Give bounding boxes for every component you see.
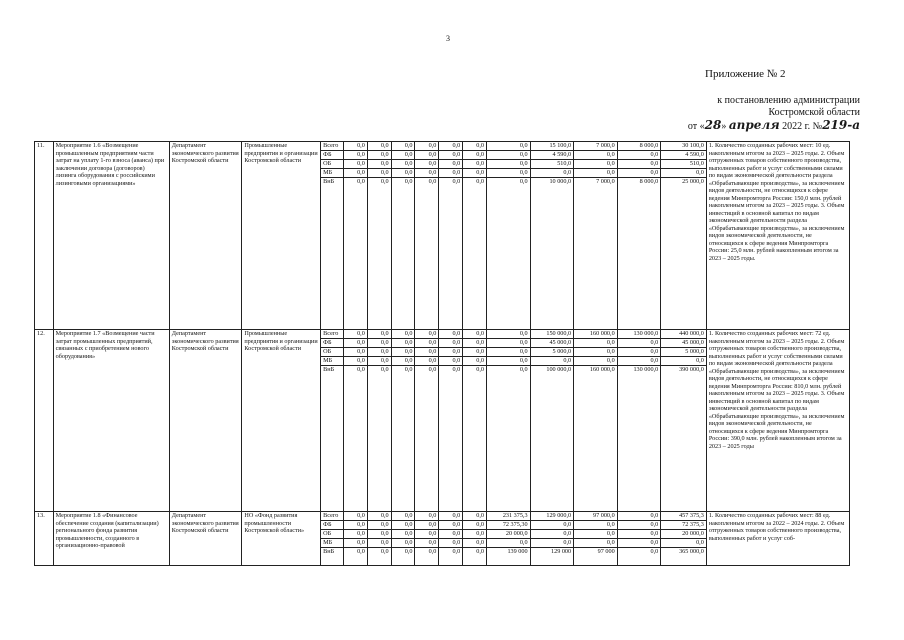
funding-amount: 130 000,0 [617,366,661,512]
funding-amount: 0,0 [661,357,707,366]
funding-amount: 0,0 [391,151,415,160]
funding-amount: 4 590,0 [530,151,574,160]
funding-amount: 0,0 [415,151,439,160]
funding-source: Всего [321,142,344,151]
funding-amount: 97 000 [574,548,618,566]
funding-amount: 0,0 [661,539,707,548]
decree-date-prefix: от « [687,121,705,132]
funding-amount: 0,0 [367,160,391,169]
funding-amount: 0,0 [415,142,439,151]
funding-amount: 0,0 [439,151,463,160]
funding-amount: 0,0 [487,330,531,339]
funding-amount: 0,0 [463,521,487,530]
table-row [35,330,850,339]
funding-amount: 0,0 [617,357,661,366]
funding-amount: 0,0 [463,548,487,566]
measure-participants: НО «Фонд развития промышленности Костромской области» [242,512,321,566]
funding-amount: 0,0 [487,539,531,548]
funding-source: МБ [321,539,344,548]
funding-amount: 0,0 [439,178,463,330]
funding-source: ОБ [321,160,344,169]
funding-amount: 0,0 [574,169,618,178]
funding-amount: 0,0 [463,178,487,330]
funding-amount: 0,0 [487,169,531,178]
funding-amount: 160 000,0 [574,330,618,339]
funding-amount: 0,0 [439,521,463,530]
funding-amount: 97 000,0 [574,512,618,521]
decree-line-2: Костромской области [768,107,860,118]
funding-amount: 100 000,0 [530,366,574,512]
funding-amount: 0,0 [617,512,661,521]
funding-amount: 0,0 [343,539,367,548]
funding-source: ВнБ [321,178,344,330]
funding-amount: 0,0 [439,339,463,348]
funding-amount: 0,0 [463,339,487,348]
funding-amount: 0,0 [415,366,439,512]
funding-amount: 0,0 [439,330,463,339]
funding-amount: 0,0 [367,548,391,566]
funding-amount: 20 000,0 [487,530,531,539]
funding-source: ОБ [321,348,344,357]
funding-amount: 0,0 [415,530,439,539]
funding-amount: 0,0 [415,548,439,566]
funding-amount: 7 000,0 [574,178,618,330]
funding-amount: 0,0 [343,548,367,566]
funding-amount: 8 000,0 [617,142,661,151]
funding-amount: 150 000,0 [530,330,574,339]
funding-amount: 0,0 [439,160,463,169]
funding-amount: 0,0 [439,366,463,512]
funding-amount: 30 100,0 [661,142,707,151]
funding-amount: 0,0 [415,169,439,178]
funding-amount: 0,0 [463,348,487,357]
funding-amount: 0,0 [463,530,487,539]
funding-amount: 0,0 [574,151,618,160]
funding-amount: 0,0 [367,539,391,548]
funding-amount: 0,0 [439,539,463,548]
funding-amount: 0,0 [439,357,463,366]
funding-amount: 139 000 [487,548,531,566]
funding-source: Всего [321,512,344,521]
funding-amount: 0,0 [343,357,367,366]
funding-amount: 0,0 [617,169,661,178]
funding-amount: 72 375,30 [487,521,531,530]
funding-amount: 0,0 [367,521,391,530]
decree-year: 2022 г. № [782,121,823,132]
funding-amount: 0,0 [617,530,661,539]
funding-amount: 0,0 [343,530,367,539]
responsible-executor: Департамент экономического развития Костромской области [169,142,242,330]
funding-amount: 0,0 [463,169,487,178]
funding-amount: 0,0 [617,151,661,160]
measure-name: Мероприятие 1.7 «Возмещение части затрат промышленных предприятий, связанных с приобретением нового оборудования» [53,330,169,512]
funding-amount: 0,0 [391,160,415,169]
funding-amount: 0,0 [574,348,618,357]
funding-amount: 0,0 [530,530,574,539]
funding-amount: 231 375,3 [487,512,531,521]
funding-amount: 0,0 [463,151,487,160]
funding-amount: 0,0 [617,539,661,548]
funding-amount: 129 000 [530,548,574,566]
funding-source: ОБ [321,530,344,539]
funding-amount: 0,0 [487,178,531,330]
funding-amount: 0,0 [391,142,415,151]
funding-amount: 0,0 [367,366,391,512]
funding-amount: 25 000,0 [661,178,707,330]
measure-number: 11. [35,142,54,330]
funding-amount: 129 000,0 [530,512,574,521]
funding-amount: 510,0 [661,160,707,169]
funding-amount: 0,0 [343,330,367,339]
measure-participants: Промышленные предприятия и организации Костромской области [242,330,321,512]
funding-amount: 0,0 [574,530,618,539]
funding-amount: 0,0 [343,521,367,530]
target-indicators: 1. Количество созданных рабочих мест: 72 ед. накопленным итогом за 2023 – 2025 годы. 2. Объем отгруженных товаров собственного производства, выполненных работ и услуг собственными силами по видам экономической деятельности раздела «Обрабатывающие производства», за исключением видов деятельности, не относящихся к сфере ведения Минпромторга России: 810,0 млн. рублей накопленным итогом за 2023 – 2025 годы. 3. Объем инвестиций в основной капитал по видам экономической деятельности раздела «Обрабатывающие производства», за исключением видов экономической деятельности, не относящихся к сфере ведения Минпромторга России: 390,0 млн. рублей накопленным итогом за 2023 – 2025 годы [706,330,849,512]
decree-number: 219-а [822,118,860,132]
funding-amount: 5 000,0 [530,348,574,357]
funding-amount: 0,0 [463,366,487,512]
funding-amount: 0,0 [415,339,439,348]
funding-amount: 5 000,0 [661,348,707,357]
funding-amount: 0,0 [367,169,391,178]
funding-source: ВнБ [321,366,344,512]
funding-amount: 390 000,0 [661,366,707,512]
funding-amount: 0,0 [415,512,439,521]
funding-amount: 0,0 [574,339,618,348]
page-number: 3 [446,34,450,43]
funding-amount: 0,0 [343,169,367,178]
funding-amount: 365 000,0 [661,548,707,566]
funding-amount: 20 000,0 [661,530,707,539]
funding-amount: 0,0 [463,357,487,366]
funding-amount: 45 000,0 [661,339,707,348]
funding-amount: 0,0 [574,357,618,366]
measure-name: Мероприятие 1.8 «Финансовое обеспечение создания (капитализации) регионального фонда развития промышленности, созданного в организационно-правовой [53,512,169,566]
funding-amount: 0,0 [391,330,415,339]
funding-amount: 0,0 [439,512,463,521]
funding-amount: 0,0 [415,357,439,366]
funding-amount: 0,0 [530,169,574,178]
decree-month: апреля [728,118,780,132]
funding-amount: 0,0 [463,330,487,339]
funding-amount: 0,0 [343,366,367,512]
funding-amount: 7 000,0 [574,142,618,151]
funding-amount: 0,0 [439,169,463,178]
funding-amount: 0,0 [617,348,661,357]
funding-amount: 0,0 [415,348,439,357]
responsible-executor: Департамент экономического развития Костромской области [169,512,242,566]
funding-amount: 0,0 [487,366,531,512]
funding-amount: 0,0 [617,339,661,348]
funding-source: ВнБ [321,548,344,566]
measure-number: 12. [35,330,54,512]
funding-amount: 510,0 [530,160,574,169]
table-row [35,512,850,521]
funding-amount: 0,0 [391,169,415,178]
funding-source: ФБ [321,339,344,348]
funding-amount: 0,0 [415,330,439,339]
funding-amount: 8 000,0 [617,178,661,330]
funding-source: МБ [321,357,344,366]
funding-amount: 130 000,0 [617,330,661,339]
program-measures-table [34,141,850,566]
funding-amount: 0,0 [343,151,367,160]
funding-amount: 0,0 [487,348,531,357]
funding-amount: 0,0 [391,539,415,548]
funding-amount: 0,0 [530,357,574,366]
funding-amount: 0,0 [391,512,415,521]
funding-amount: 0,0 [367,530,391,539]
responsible-executor: Департамент экономического развития Костромской области [169,330,242,512]
funding-amount: 0,0 [415,178,439,330]
funding-amount: 45 000,0 [530,339,574,348]
funding-amount: 0,0 [391,357,415,366]
funding-source: ФБ [321,521,344,530]
funding-amount: 457 375,3 [661,512,707,521]
funding-amount: 0,0 [415,160,439,169]
funding-amount: 0,0 [415,521,439,530]
funding-amount: 0,0 [463,142,487,151]
funding-amount: 0,0 [367,178,391,330]
funding-amount: 0,0 [367,339,391,348]
decree-date-mid: » [721,121,727,132]
funding-amount: 0,0 [661,169,707,178]
funding-amount: 10 000,0 [530,178,574,330]
funding-amount: 0,0 [574,539,618,548]
appendix-title: Приложение № 2 [705,68,786,80]
decree-line-1: к постановлению администрации [717,95,860,106]
target-indicators: 1. Количество созданных рабочих мест: 10 ед. накопленным итогом за 2023 – 2025 годы. 2. Объем отгруженных товаров собственного производства, выполненных работ и услуг собственными силами по видам экономической деятельности раздела «Обрабатывающие производства», за исключением видов деятельности, не относящихся к сфере ведения Минпромторга России: 150,0 млн. рублей накопленным итогом за 2023 – 2025 годы. 3. Объем инвестиций в основной капитал по видам экономической деятельности раздела «Обрабатывающие производства», за исключением видов экономической деятельности, не относящихся к сфере ведения Минпромторга России: 25,0 млн. рублей накопленным итогом за 2023 – 2025 годы. [706,142,849,330]
funding-amount: 0,0 [463,160,487,169]
funding-source: Всего [321,330,344,339]
funding-amount: 0,0 [439,348,463,357]
funding-amount: 0,0 [463,512,487,521]
funding-amount: 0,0 [391,521,415,530]
funding-amount: 0,0 [463,539,487,548]
funding-amount: 0,0 [343,512,367,521]
funding-amount: 0,0 [391,348,415,357]
funding-amount: 440 000,0 [661,330,707,339]
funding-amount: 0,0 [617,521,661,530]
funding-amount: 0,0 [487,160,531,169]
decree-line-3 [640,119,860,133]
funding-amount: 0,0 [343,339,367,348]
funding-amount: 0,0 [487,142,531,151]
funding-amount: 0,0 [367,348,391,357]
funding-amount: 0,0 [343,142,367,151]
funding-amount: 0,0 [487,339,531,348]
funding-amount: 0,0 [487,357,531,366]
table-row [35,142,850,151]
funding-amount: 0,0 [415,539,439,548]
funding-amount: 0,0 [617,548,661,566]
measure-participants: Промышленные предприятия и организации Костромской области [242,142,321,330]
funding-amount: 0,0 [367,330,391,339]
funding-source: ФБ [321,151,344,160]
funding-amount: 0,0 [367,142,391,151]
funding-amount: 0,0 [439,530,463,539]
funding-amount: 0,0 [617,160,661,169]
funding-amount: 0,0 [530,539,574,548]
funding-amount: 0,0 [391,548,415,566]
funding-amount: 4 590,0 [661,151,707,160]
funding-amount: 0,0 [439,142,463,151]
funding-amount: 15 100,0 [530,142,574,151]
funding-amount: 160 000,0 [574,366,618,512]
funding-amount: 0,0 [367,512,391,521]
decree-reference [640,95,860,133]
funding-amount: 0,0 [367,357,391,366]
funding-amount: 72 375,3 [661,521,707,530]
decree-day: 28 [704,118,722,132]
funding-amount: 0,0 [439,548,463,566]
funding-amount: 0,0 [574,521,618,530]
target-indicators: 1. Количество созданных рабочих мест: 88 ед. накопленным итогом за 2022 – 2024 годы. 2. Объем отгруженных товаров собственного производства, выполненных работ и услуг соб- [706,512,849,566]
funding-amount: 0,0 [343,348,367,357]
funding-amount: 0,0 [574,160,618,169]
funding-amount: 0,0 [530,521,574,530]
funding-amount: 0,0 [391,530,415,539]
funding-amount: 0,0 [343,160,367,169]
funding-amount: 0,0 [391,178,415,330]
measure-name: Мероприятие 1.6 «Возмещение промышленным предприятиям части затрат на уплату 1-го взноса (аванса) при заключении договора (договоров) лизинга оборудования с российскими лизинговыми организациями» [53,142,169,330]
funding-amount: 0,0 [367,151,391,160]
funding-amount: 0,0 [487,151,531,160]
funding-amount: 0,0 [391,339,415,348]
measure-number: 13. [35,512,54,566]
funding-amount: 0,0 [343,178,367,330]
funding-amount: 0,0 [391,366,415,512]
funding-source: МБ [321,169,344,178]
